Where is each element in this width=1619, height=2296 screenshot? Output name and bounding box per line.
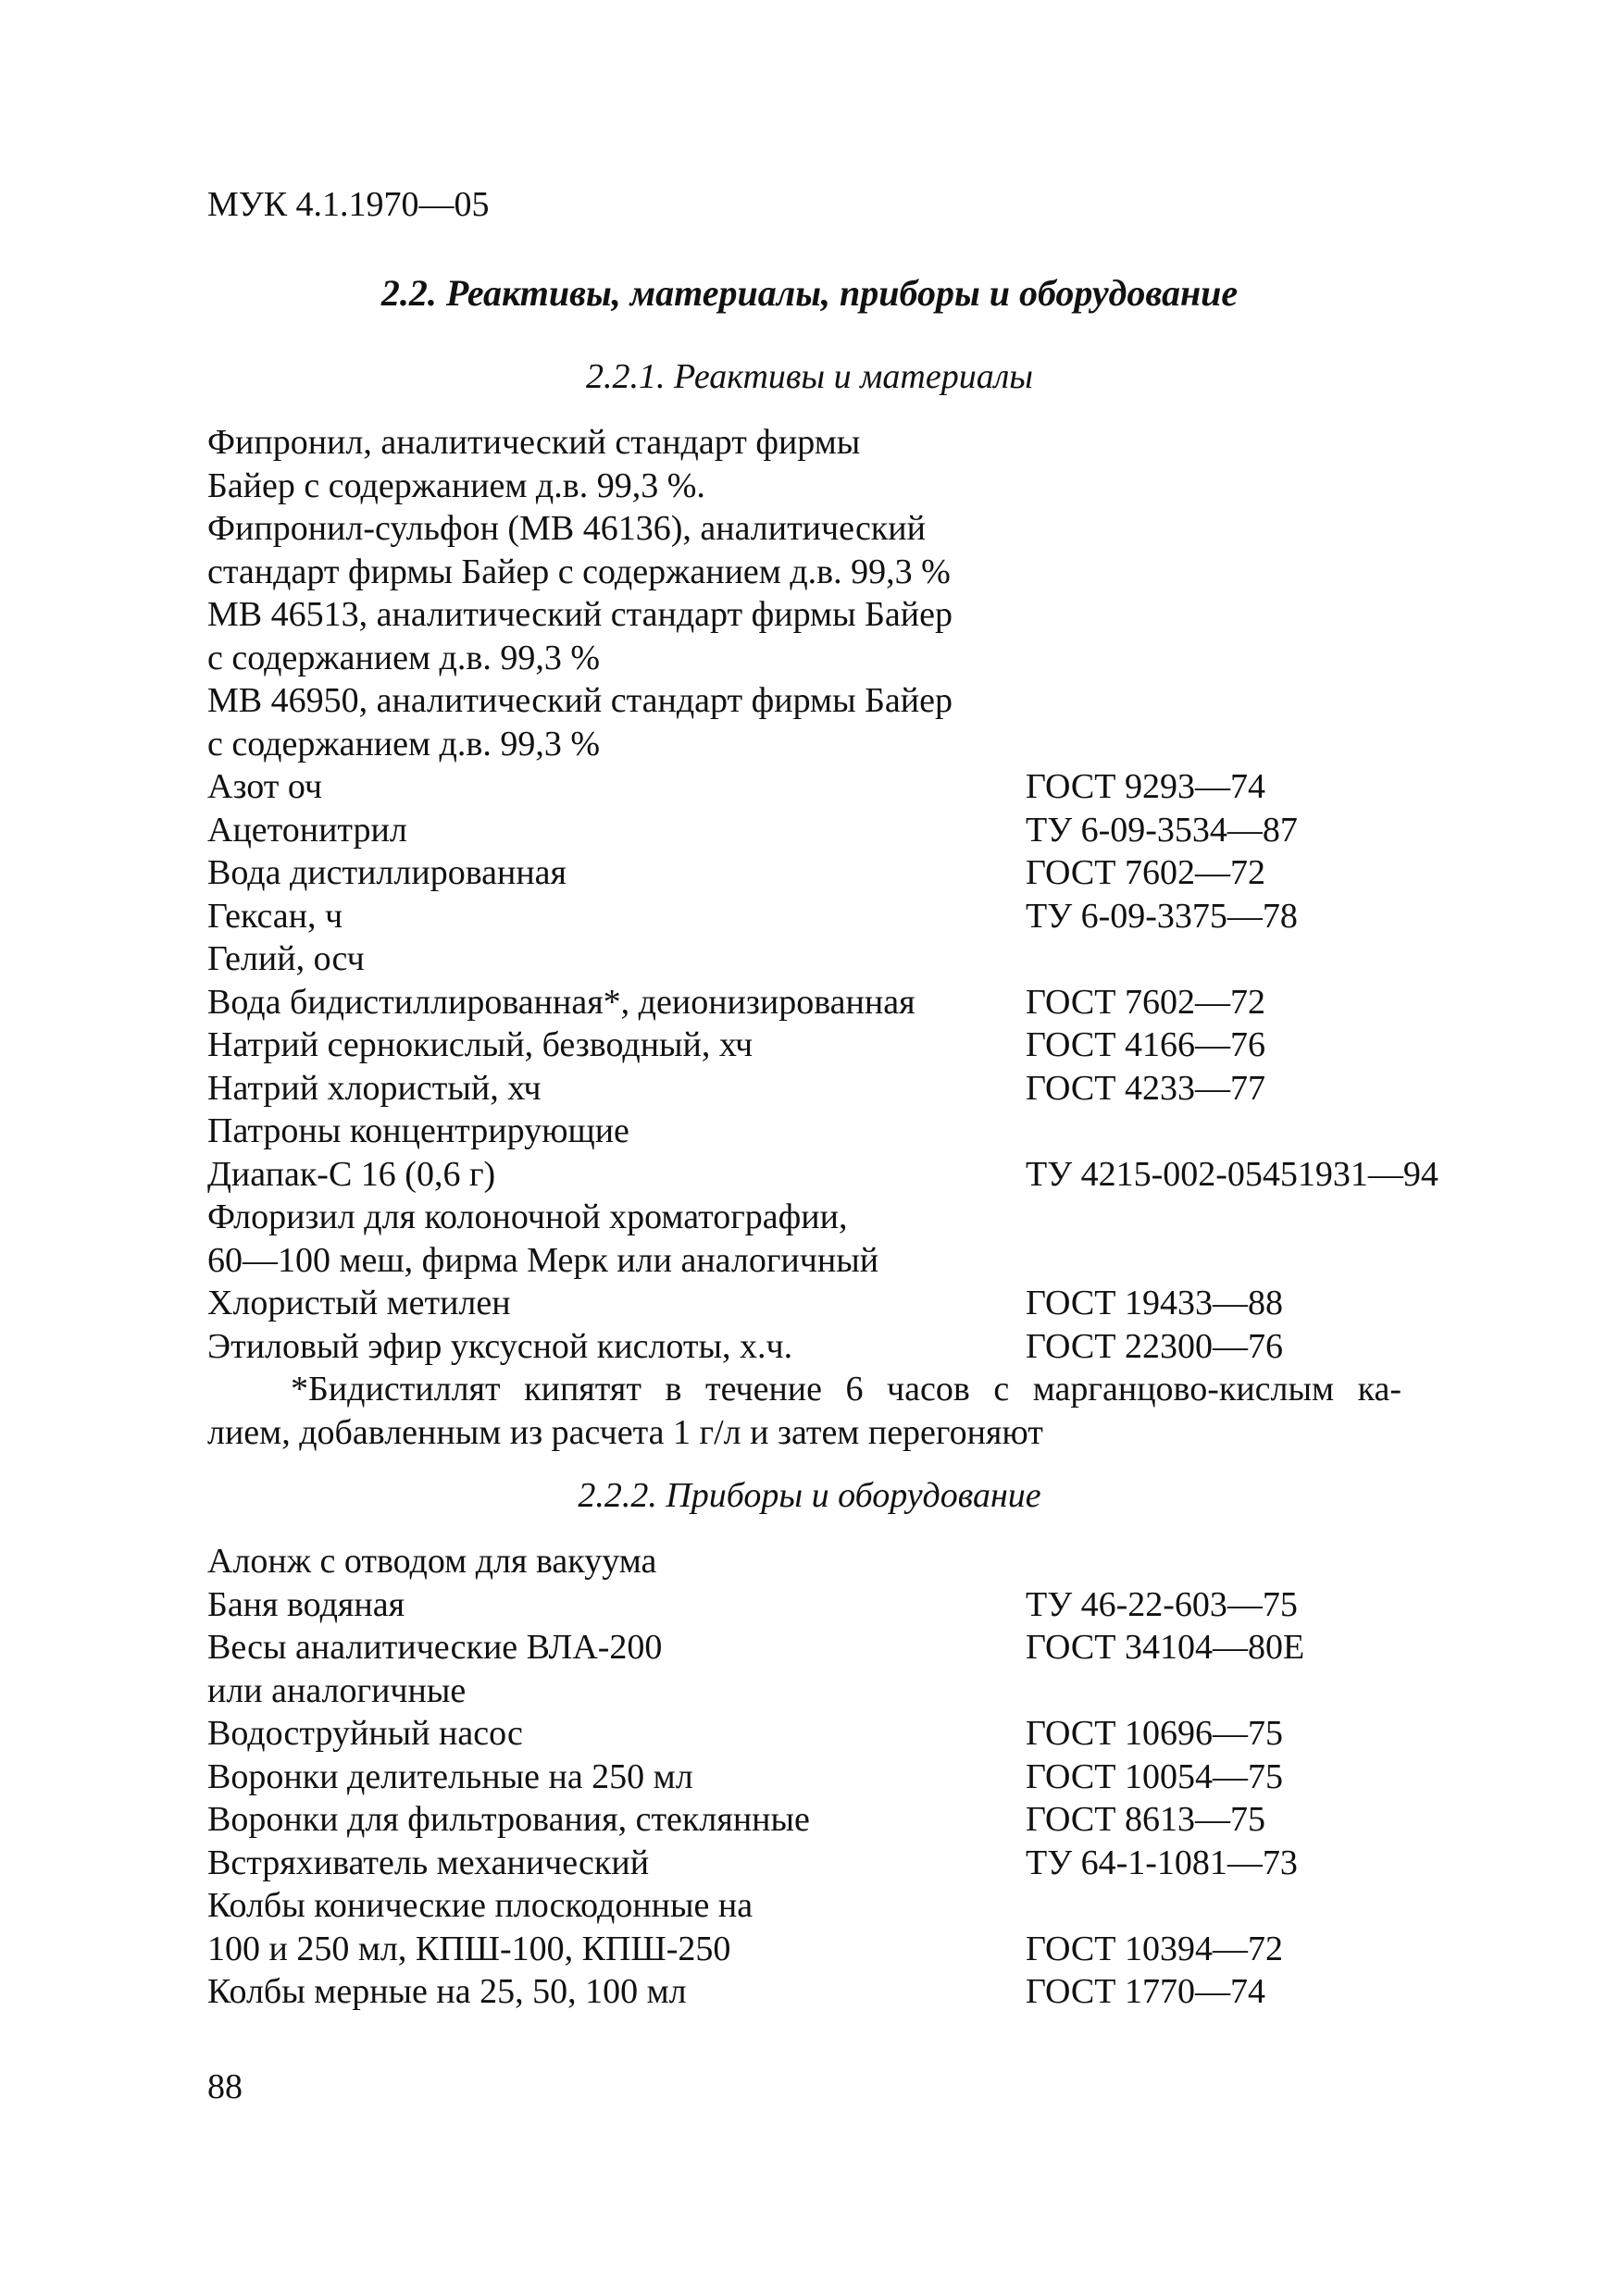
reagent-name: Азот оч xyxy=(207,767,322,806)
reagent-standard: ГОСТ 4166—76 xyxy=(1026,1025,1265,1064)
reagent-row xyxy=(207,1067,1466,1111)
reagent-name: Патроны концентрирующие xyxy=(207,1111,629,1150)
equipment-items-list xyxy=(207,1540,1466,2014)
reagent-name: 60—100 меш, фирма Мерк или аналогичный xyxy=(207,1240,879,1280)
equipment-name: Колбы конические плоскодонные на xyxy=(207,1886,753,1925)
reagent-standard: ТУ 6-09-3534—87 xyxy=(1026,810,1298,850)
equipment-name: 100 и 250 мл, КПШ-100, КПШ-250 xyxy=(207,1929,731,1968)
reagent-row xyxy=(207,937,1466,981)
reagent-row xyxy=(207,1024,1466,1067)
equipment-standard: ТУ 46-22-603—75 xyxy=(1026,1584,1298,1624)
reagent-row xyxy=(207,1196,1466,1239)
equipment-row xyxy=(207,1626,1466,1669)
equipment-name: Воронки делительные на 250 мл xyxy=(207,1756,693,1796)
equipment-standard: ТУ 64-1-1081—73 xyxy=(1026,1843,1298,1882)
reagent-standard: ГОСТ 7602—72 xyxy=(1026,853,1265,892)
standards-line: Фипронил, аналитический стандарт фирмы xyxy=(207,423,861,462)
subsection-title-reagents: 2.2.1. Реактивы и материалы xyxy=(585,357,1033,396)
standards-line: Байер с содержанием д.в. 99,3 %. xyxy=(207,465,705,505)
reagent-row xyxy=(207,809,1466,852)
page-number: 88 xyxy=(207,2067,243,2106)
reagent-name: Натрий хлористый, хч xyxy=(207,1068,542,1108)
reagent-standards-list xyxy=(207,421,1466,765)
standards-line: стандарт фирмы Байер с содержанием д.в. 99,3 % xyxy=(207,552,951,591)
standards-line: МВ 46513, аналитический стандарт фирмы Байер xyxy=(207,595,953,634)
reagent-name: Хлористый метилен xyxy=(207,1284,511,1322)
equipment-standard: ГОСТ 10696—75 xyxy=(1026,1714,1283,1753)
reagent-name: Гелий, осч xyxy=(207,939,365,978)
equipment-name: Баня водяная xyxy=(207,1584,405,1624)
reagent-items-list xyxy=(207,765,1466,1368)
equipment-row xyxy=(207,1669,1466,1713)
reagent-name: Вода бидистиллированная*, деионизированная xyxy=(207,982,915,1022)
footnote-line: *Бидистиллят кипятят в течение 6 часов с марганцово-кислым ка- xyxy=(291,1370,1401,1409)
footnote xyxy=(207,1368,1401,1454)
equipment-standard: ГОСТ 34104—80Е xyxy=(1026,1628,1305,1667)
equipment-name: Весы аналитические ВЛА-200 xyxy=(207,1628,663,1667)
standards-line: Фипронил-сульфон (МВ 46136), аналитический xyxy=(207,509,926,548)
equipment-row xyxy=(207,1583,1466,1627)
reagent-row xyxy=(207,765,1466,809)
reagent-standard: ГОСТ 7602—72 xyxy=(1026,982,1265,1022)
equipment-name: Водоструйный насос xyxy=(207,1714,523,1753)
reagent-name: Гексан, ч xyxy=(207,896,343,936)
equipment-row xyxy=(207,1928,1466,1971)
standards-line: с содержанием д.в. 99,3 % xyxy=(207,724,600,763)
subsection-title-equipment: 2.2.2. Приборы и оборудование xyxy=(578,1476,1041,1515)
equipment-row xyxy=(207,1540,1466,1583)
reagent-standard: ТУ 6-09-3375—78 xyxy=(1026,896,1298,936)
reagent-row xyxy=(207,1239,1466,1283)
reagent-name: Вода дистиллированная xyxy=(207,853,567,892)
reagent-row xyxy=(207,1153,1466,1197)
equipment-standard: ГОСТ 10054—75 xyxy=(1026,1756,1283,1796)
equipment-standard: ГОСТ 8613—75 xyxy=(1026,1800,1265,1839)
reagent-name: Ацетонитрил xyxy=(207,810,407,850)
document-code: МУК 4.1.1970—05 xyxy=(207,185,490,224)
equipment-standard: ГОСТ 1770—74 xyxy=(1026,1972,1265,2011)
equipment-row xyxy=(207,1884,1466,1928)
reagent-row xyxy=(207,981,1466,1024)
equipment-name: Воронки для фильтрования, стеклянные xyxy=(207,1800,810,1839)
equipment-row xyxy=(207,1798,1466,1842)
section-title: 2.2. Реактивы, материалы, приборы и оборудование xyxy=(380,272,1239,314)
equipment-name: Колбы мерные на 25, 50, 100 мл xyxy=(207,1972,687,2011)
equipment-standard: ГОСТ 10394—72 xyxy=(1026,1929,1283,1968)
reagent-row xyxy=(207,1325,1466,1369)
reagent-standard: ТУ 4215-002-05451931—94 xyxy=(1026,1154,1438,1194)
standards-line: с содержанием д.в. 99,3 % xyxy=(207,638,600,677)
equipment-row xyxy=(207,1970,1466,2014)
reagent-standard: ГОСТ 9293—74 xyxy=(1026,767,1265,806)
equipment-name: Встряхиватель механический xyxy=(207,1843,650,1882)
reagent-name: Диапак-С 16 (0,6 г) xyxy=(207,1154,496,1194)
reagent-row xyxy=(207,895,1466,938)
reagent-standard: ГОСТ 19433—88 xyxy=(1026,1284,1283,1322)
reagent-name: Натрий сернокислый, безводный, хч xyxy=(207,1025,753,1064)
equipment-name: или аналогичные xyxy=(207,1670,467,1710)
equipment-row xyxy=(207,1712,1466,1756)
equipment-name: Алонж с отводом для вакуума xyxy=(207,1542,657,1581)
reagent-row xyxy=(207,1282,1466,1325)
reagent-standard: ГОСТ 22300—76 xyxy=(1026,1326,1283,1366)
footnote-line: лием, добавленным из расчета 1 г/л и затем перегоняют xyxy=(207,1412,1043,1452)
equipment-row xyxy=(207,1756,1466,1799)
standards-line: МВ 46950, аналитический стандарт фирмы Байер xyxy=(207,681,953,720)
reagent-standard: ГОСТ 4233—77 xyxy=(1026,1068,1265,1108)
reagent-row xyxy=(207,1110,1466,1153)
equipment-row xyxy=(207,1842,1466,1885)
reagent-name: Этиловый эфир уксусной кислоты, х.ч. xyxy=(207,1326,793,1366)
reagent-row xyxy=(207,851,1466,895)
reagent-name: Флоризил для колоночной хроматографии, xyxy=(207,1198,848,1236)
